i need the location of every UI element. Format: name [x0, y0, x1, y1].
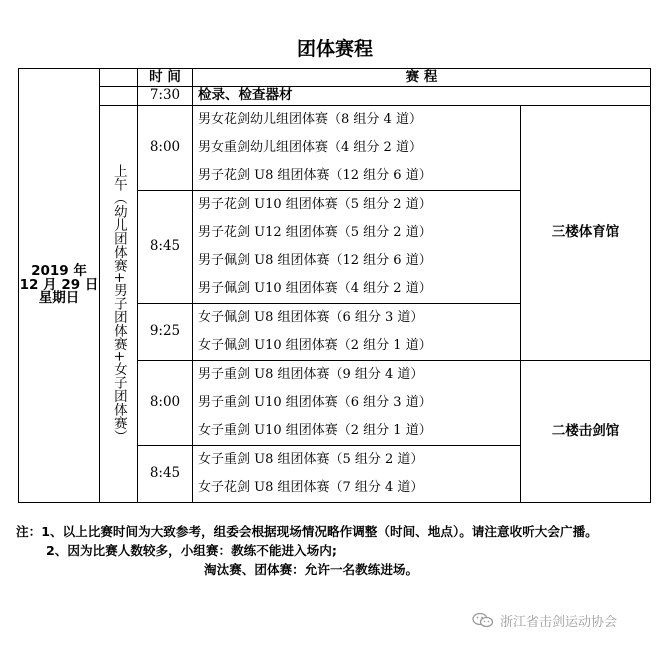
slot-time: 8:00 [138, 361, 193, 446]
note-1: 注：1、以上比赛时间为大致参考，组委会根据现场情况略作调整（时间、地点）。请注意收听大会广播。 [16, 524, 598, 539]
slot-events [193, 361, 521, 446]
date-weekday: 星期日 [38, 290, 80, 307]
notes [16, 522, 656, 579]
event-item: 男子重剑 U8 组团体赛（9 组分 4 道） [198, 367, 424, 382]
schedule-table [18, 68, 651, 503]
session-cell [100, 106, 138, 503]
header-time: 时 间 [138, 69, 193, 87]
checkin-label: 检录、检查器材 [193, 87, 651, 106]
event-item: 男女重剑幼儿组团体赛（4 组分 2 道） [198, 140, 422, 155]
checkin-row [19, 87, 651, 106]
table-header-row [19, 69, 651, 87]
date-month-day: 12 月 29 日 [19, 276, 99, 293]
event-item: 男子花剑 U8 组团体赛（12 组分 6 道） [198, 168, 432, 183]
slot-events [193, 191, 521, 304]
date-year: 2019 年 [31, 263, 87, 280]
slot-events [193, 304, 521, 361]
event-item: 女子重剑 U10 组团体赛（2 组分 1 道） [198, 423, 432, 438]
event-item: 女子重剑 U8 组团体赛（5 组分 2 道） [198, 452, 424, 467]
event-item: 男子重剑 U10 组团体赛（6 组分 3 道） [198, 395, 432, 410]
event-item: 女子佩剑 U10 组团体赛（2 组分 1 道） [198, 338, 432, 353]
event-item: 男子花剑 U12 组团体赛（5 组分 2 道） [198, 225, 432, 240]
slot-row-1 [19, 106, 651, 191]
slot-time: 9:25 [138, 304, 193, 361]
checkin-blank [100, 87, 138, 106]
header-schedule: 赛 程 [193, 69, 651, 87]
page-title: 团体赛程 [296, 38, 373, 60]
note-3: 淘汰赛、团体赛：允许一名教练进场。 [204, 562, 419, 577]
watermark-text: 浙江省击剑运动协会 [500, 614, 618, 630]
event-item: 女子花剑 U8 组团体赛（7 组分 4 道） [198, 480, 424, 495]
venue-cell: 二楼击剑馆 [521, 361, 651, 503]
note-2: 2、因为比赛人数较多，小组赛：教练不能进入场内; [46, 543, 337, 558]
checkin-time: 7:30 [138, 87, 193, 106]
slot-events [193, 446, 521, 503]
header-blank [100, 69, 138, 87]
wechat-icon [472, 612, 494, 628]
session-label: 上午（幼儿团体赛+男子团体赛+女子团体赛） [110, 164, 127, 444]
venue-cell: 三楼体育馆 [521, 106, 651, 361]
slot-events [193, 106, 521, 191]
event-item: 男女花剑幼儿组团体赛（8 组分 4 道） [198, 112, 422, 127]
event-item: 男子佩剑 U10 组团体赛（4 组分 2 道） [198, 281, 432, 296]
slot-time: 8:45 [138, 191, 193, 304]
slot-time: 8:00 [138, 106, 193, 191]
slot-time: 8:45 [138, 446, 193, 503]
event-item: 男子佩剑 U8 组团体赛（12 组分 6 道） [198, 253, 432, 268]
event-item: 男子花剑 U10 组团体赛（5 组分 2 道） [198, 197, 432, 212]
event-item: 女子佩剑 U8 组团体赛（6 组分 3 道） [198, 310, 424, 325]
watermark [472, 610, 617, 630]
date-cell [19, 69, 100, 503]
